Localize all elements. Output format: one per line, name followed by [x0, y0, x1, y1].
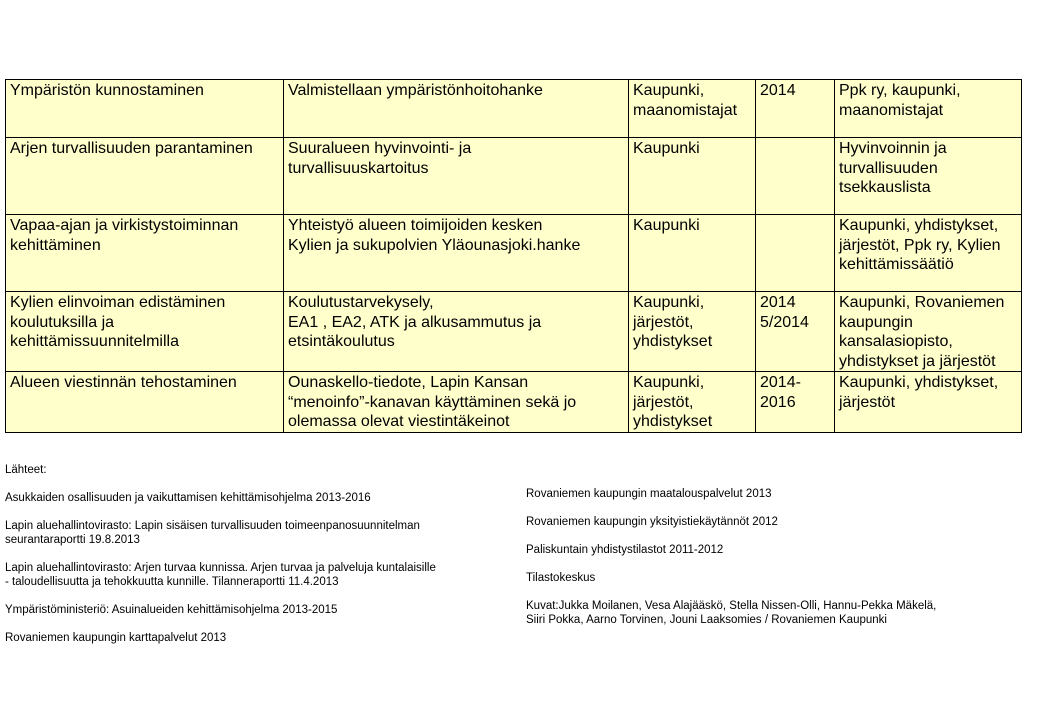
source-item: Ympäristöministeriö: Asuinalueiden kehittämisohjelma 2013-2015 [5, 604, 338, 616]
responsible-cell: Kaupunki, järjestöt, yhdistykset [629, 372, 756, 433]
action-plan-table [5, 79, 1022, 433]
source-item: Lapin aluehallintovirasto: Arjen turvaa kunnissa. Arjen turvaa ja palveluja kuntalaisille - taloudellisuutta ja tehokkuutta kunnille. Tilanneraportti 11.4.2013 [5, 562, 436, 588]
source-item: Paliskuntain yhdistystilastot 2011-2012 [526, 544, 724, 556]
partners-cell: Hyvinvoinnin ja turvallisuuden tsekkauslista [835, 138, 1022, 215]
source-item: Asukkaiden osallisuuden ja vaikuttamisen kehittämisohjelma 2013-2016 [5, 492, 371, 504]
source-item: Rovaniemen kaupungin maatalouspalvelut 2013 [526, 488, 772, 500]
table-row [6, 292, 1022, 372]
table-row [6, 215, 1022, 292]
action-cell: Ounaskello-tiedote, Lapin Kansan “menoinfo”-kanavan käyttäminen sekä jo olemassa olevat viestintäkeinot [284, 372, 629, 433]
schedule-cell [756, 138, 835, 215]
sources-left-column [5, 463, 477, 659]
responsible-cell: Kaupunki [629, 215, 756, 292]
action-cell: Suuralueen hyvinvointi- ja turvallisuuskartoitus [284, 138, 629, 215]
partners-cell: Kaupunki, yhdistykset, järjestöt [835, 372, 1022, 433]
goal-cell: Vapaa-ajan ja virkistystoiminnan kehittäminen [6, 215, 284, 292]
responsible-cell: Kaupunki, järjestöt, yhdistykset [629, 292, 756, 372]
source-item: Rovaniemen kaupungin karttapalvelut 2013 [5, 632, 227, 644]
schedule-cell [756, 215, 835, 292]
action-cell: Koulutustarvekysely, EA1 , EA2, ATK ja alkusammutus ja etsintäkoulutus [284, 292, 629, 372]
goal-cell: Arjen turvallisuuden parantaminen [6, 138, 284, 215]
partners-cell: Kaupunki, Rovaniemen kaupungin kansalasiopisto, yhdistykset ja järjestöt [835, 292, 1022, 372]
goal-cell: Alueen viestinnän tehostaminen [6, 372, 284, 433]
source-item: Rovaniemen kaupungin yksityistiekäytännöt 2012 [526, 516, 778, 528]
partners-cell: Kaupunki, yhdistykset, järjestöt, Ppk ry, Kylien kehittämissäätiö [835, 215, 1022, 292]
table-row [6, 80, 1022, 138]
table-row [6, 372, 1022, 433]
schedule-cell: 2014- 2016 [756, 372, 835, 433]
goal-cell: Kylien elinvoiman edistäminen koulutuksilla ja kehittämissuunnitelmilla [6, 292, 284, 372]
responsible-cell: Kaupunki [629, 138, 756, 215]
table-row [6, 138, 1022, 215]
action-cell: Yhteistyö alueen toimijoiden kesken Kylien ja sukupolvien Yläounasjoki.hanke [284, 215, 629, 292]
sources-right-column [526, 487, 996, 641]
photo-credits: Kuvat:Jukka Moilanen, Vesa Alajääskö, Stella Nissen-Olli, Hannu-Pekka Mäkelä, Siiri Pokka, Aarno Torvinen, Jouni Laaksomies / Rovaniemen Kaupunki [526, 600, 937, 626]
schedule-cell: 2014 [756, 80, 835, 138]
schedule-cell: 2014 5/2014 [756, 292, 835, 372]
sources-heading: Lähteet: [5, 464, 47, 476]
responsible-cell: Kaupunki, maanomistajat [629, 80, 756, 138]
action-cell: Valmistellaan ympäristönhoitohanke [284, 80, 629, 138]
goal-cell: Ympäristön kunnostaminen [6, 80, 284, 138]
source-item: Lapin aluehallintovirasto: Lapin sisäisen turvallisuuden toimeenpanosuunnitelman seurantaraportti 19.8.2013 [5, 520, 420, 546]
source-item: Tilastokeskus [526, 572, 596, 584]
partners-cell: Ppk ry, kaupunki, maanomistajat [835, 80, 1022, 138]
